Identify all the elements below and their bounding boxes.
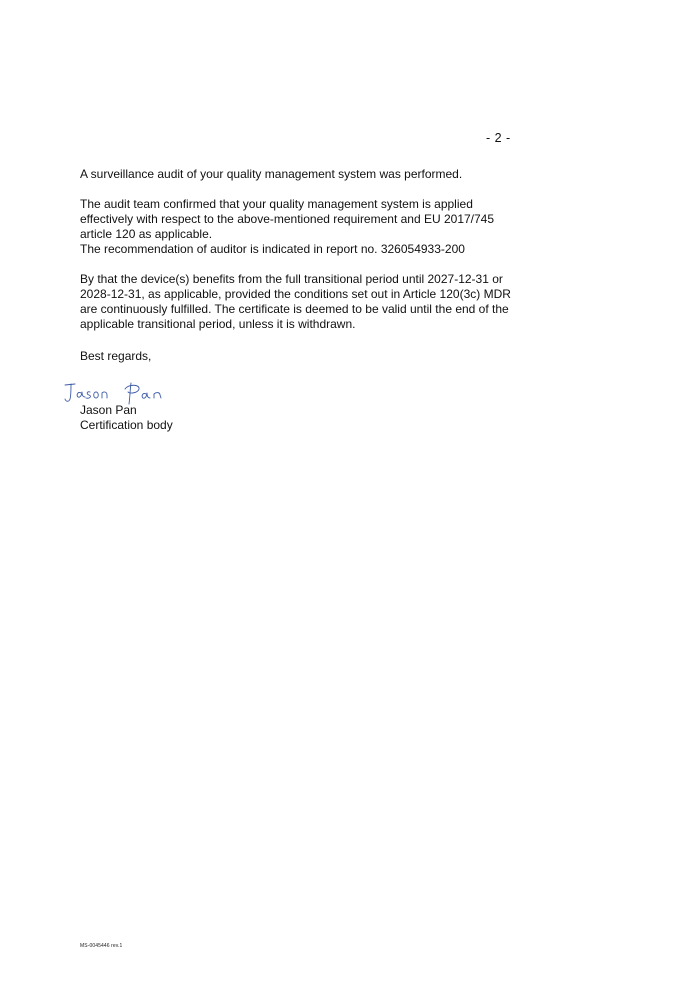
signer-name: Jason Pan <box>80 403 137 417</box>
closing-salutation: Best regards, <box>80 349 152 363</box>
paragraph-audit-performed <box>80 167 520 182</box>
page-number: - 2 - <box>486 131 511 145</box>
paragraph-audit-confirmation <box>80 197 520 257</box>
paragraph-line: effectively with respect to the above-mentioned requirement and EU 2017/745 <box>80 212 495 226</box>
paragraph-transitional-period <box>80 272 520 332</box>
paragraph-line: applicable transitional period, unless it is withdrawn. <box>80 317 356 331</box>
paragraph-line: The audit team confirmed that your quality management system is applied <box>80 197 473 211</box>
paragraph-line: By that the device(s) benefits from the full transitional period until 2027-12-31 or <box>80 272 503 286</box>
document-reference-code: MS-0045446 rev.1 <box>80 943 123 949</box>
paragraph-line: article 120 as applicable. <box>80 227 213 241</box>
paragraph-line: A surveillance audit of your quality management system was performed. <box>80 167 463 181</box>
signer-role: Certification body <box>80 418 173 432</box>
paragraph-line: The recommendation of auditor is indicated in report no. 326054933-200 <box>80 242 465 256</box>
paragraph-line: 2028-12-31, as applicable, provided the conditions set out in Article 120(3c) MDR <box>80 287 511 301</box>
paragraph-line: are continuously fulfilled. The certificate is deemed to be valid until the end of the <box>80 302 509 316</box>
signature-text: Jason Pan <box>62 380 67 381</box>
letter-body <box>80 167 520 332</box>
